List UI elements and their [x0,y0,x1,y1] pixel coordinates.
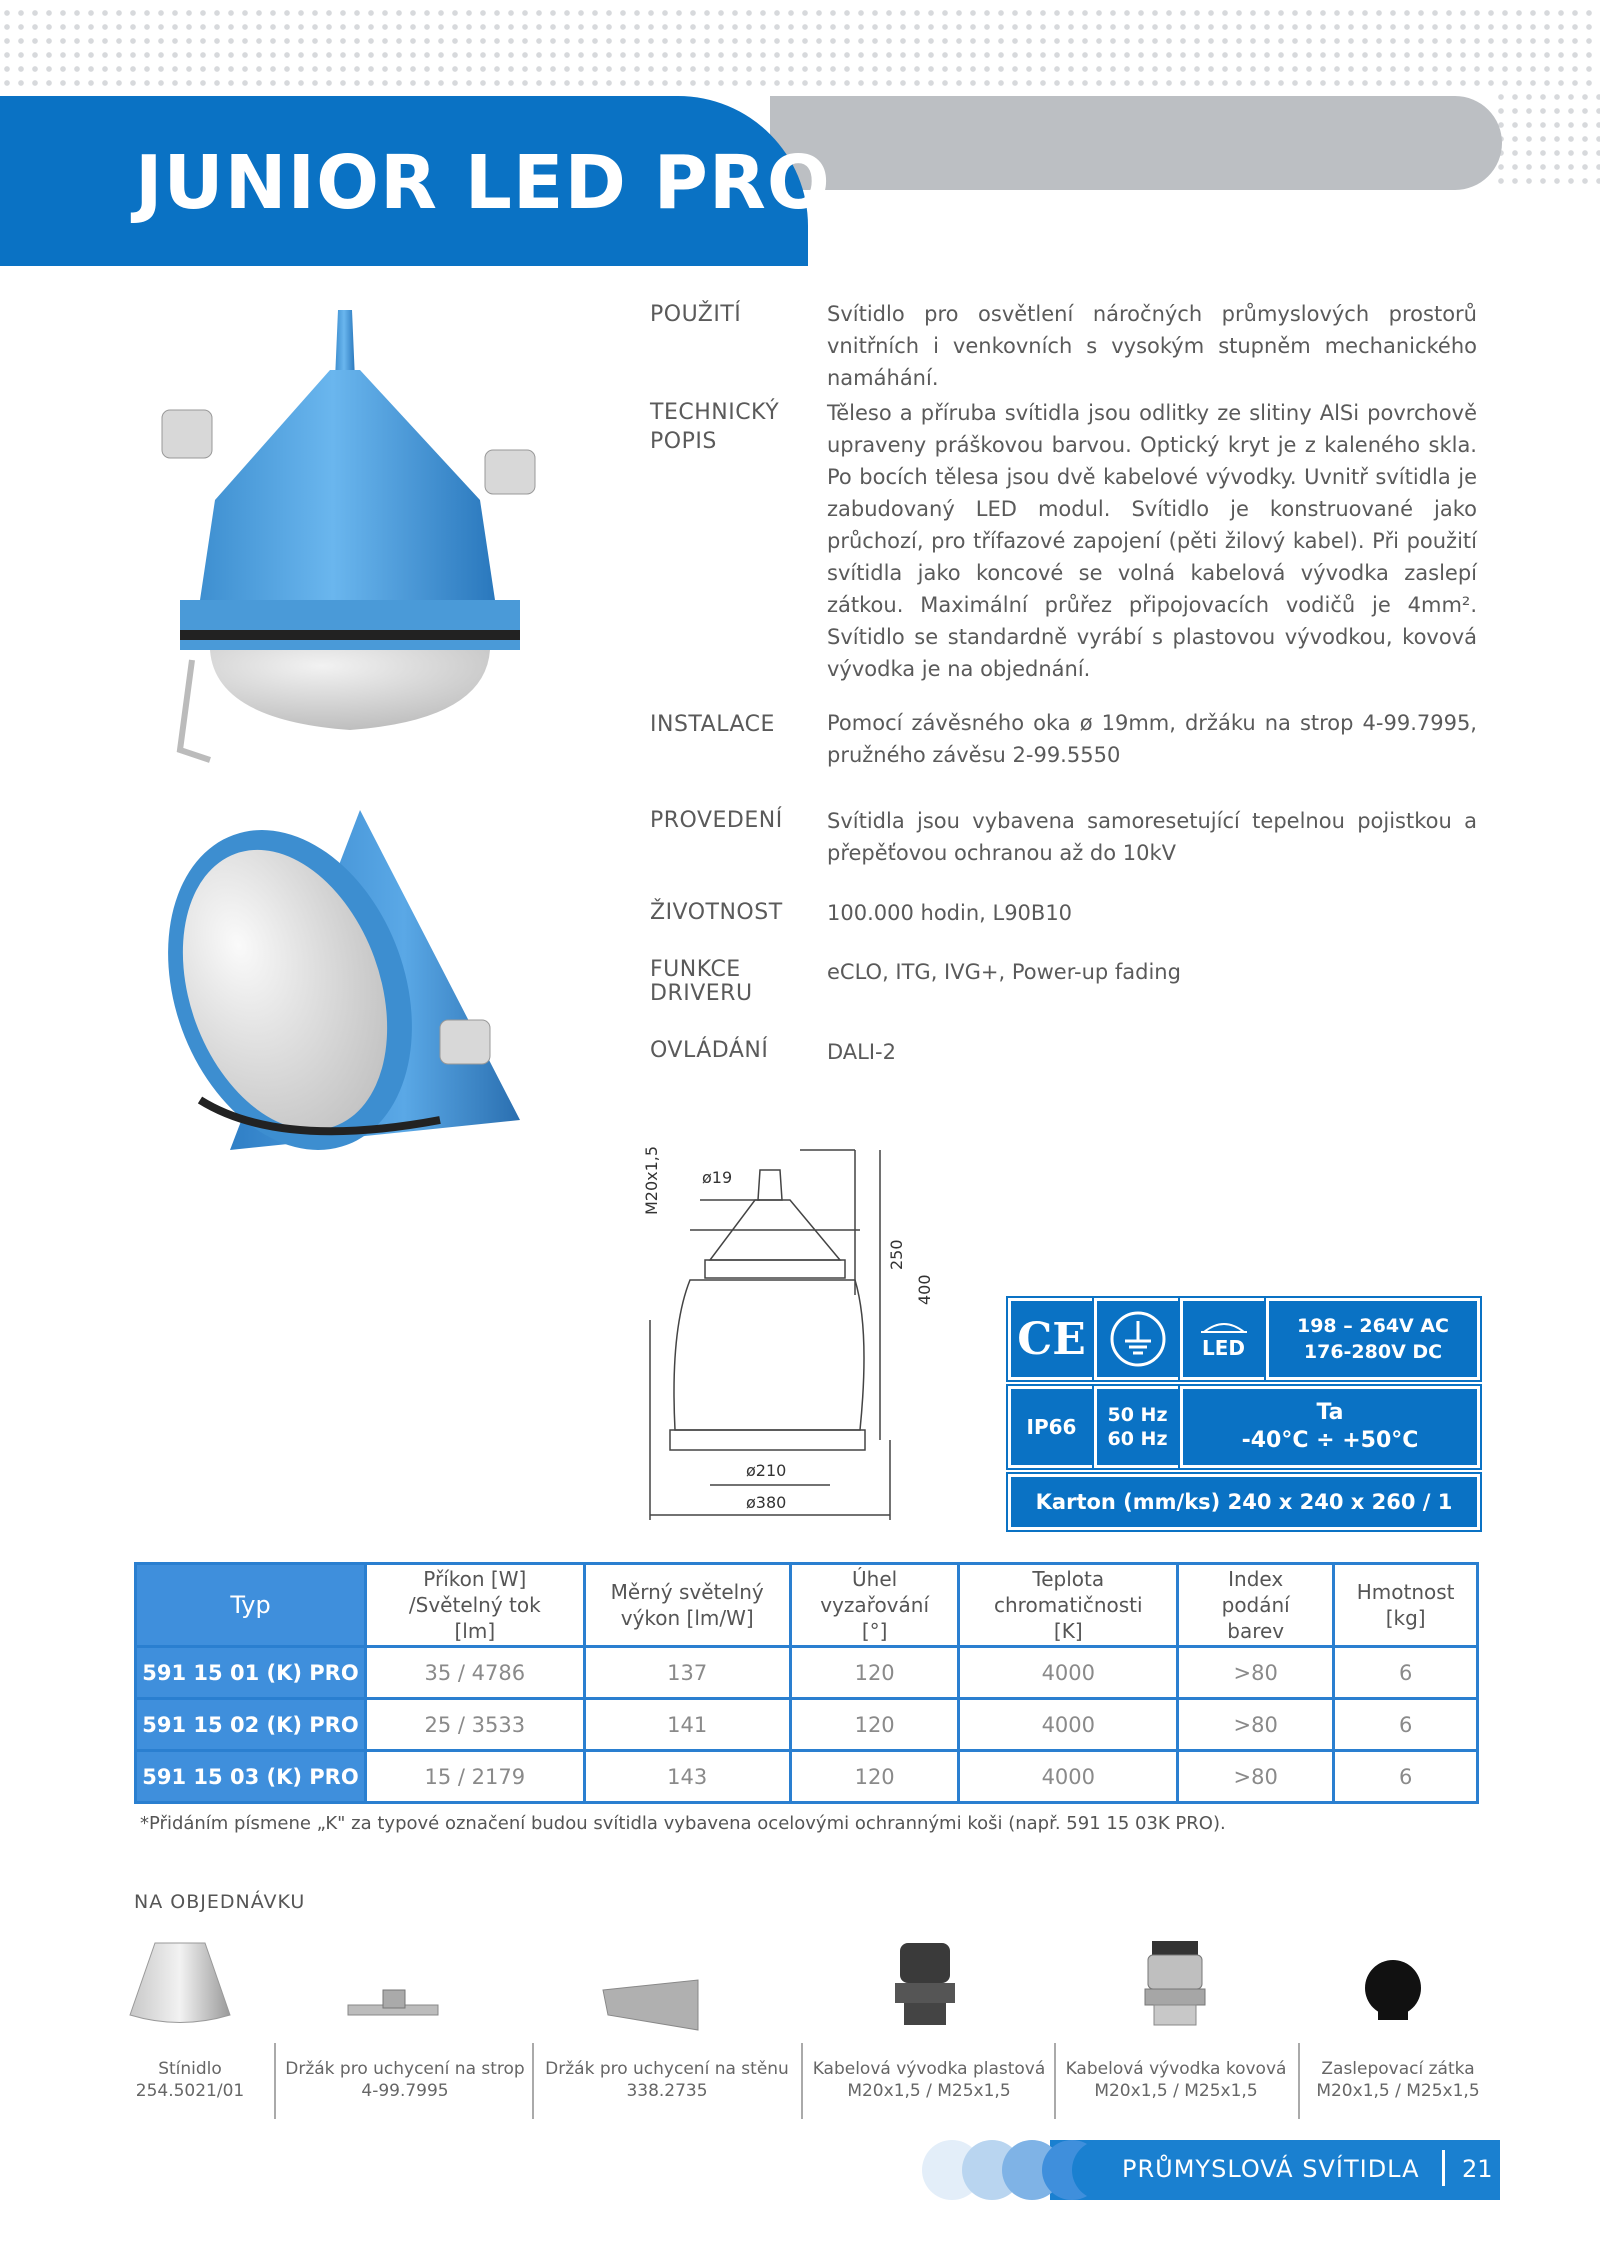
metal-gland-image [1140,1938,1210,2028]
spec-table [134,1562,1479,1804]
temperature-badge [1180,1386,1480,1468]
spec-label-lifetime: ŽIVOTNOST [650,900,783,925]
accessory-code: M20x1,5 / M25x1,5 [1094,2081,1258,2101]
dim-d2: ø380 [746,1493,787,1512]
accessory-code: M20x1,5 / M25x1,5 [847,2081,1011,2101]
spec-label-install: INSTALACE [650,712,775,737]
voltage-dc: 176-280V DC [1303,1341,1443,1363]
col-header-power [366,1564,585,1647]
col-header-cct-text: Teplota chromatičnosti [K] [994,1567,1143,1643]
accessory-code: 254.5021/01 [135,2081,245,2101]
table-footnote: *Přidáním písmene „K" za typové označení budou svítidla vybavena ocelovými ochrannými koši (např. 591 15 03K PRO). [140,1813,1226,1834]
cell-power: 35 / 4786 [366,1647,585,1699]
dim-d1: ø210 [746,1461,787,1480]
cell-angle: 120 [790,1647,959,1699]
cell-type: 591 15 03 (K) PRO [136,1751,366,1803]
accessory-code: 4-99.7995 [361,2081,449,2101]
dot-pattern-top [0,6,1600,90]
col-header-angle [790,1564,959,1647]
col-header-cri [1178,1564,1334,1647]
dim-eye: ø19 [702,1168,733,1187]
col-header-weight [1334,1564,1478,1647]
cell-power: 25 / 3533 [366,1699,585,1751]
carton-badge: Karton (mm/ks) 240 x 240 x 260 / 1 [1008,1474,1480,1530]
accessory-name: Kabelová vývodka plastová [812,2059,1046,2079]
dot-pattern-right [1494,90,1600,190]
cell-efficacy: 141 [584,1699,790,1751]
accessory-caption [280,2058,530,2102]
accessory-code: 338.2735 [626,2081,708,2101]
cell-weight: 6 [1334,1647,1478,1699]
cell-cri: >80 [1178,1647,1334,1699]
cell-weight: 6 [1334,1699,1478,1751]
dim-h2: 400 [915,1274,934,1305]
footer-divider [1442,2150,1445,2186]
col-header-efficacy [584,1564,790,1647]
cell-cct: 4000 [959,1751,1178,1803]
table-header-row [136,1564,1478,1647]
product-photo-bottom [140,790,580,1170]
spec-label-usage: POUŽITÍ [650,302,742,327]
accessory-divider [274,2043,276,2119]
spec-text-lifetime: 100.000 hodin, L90B10 [827,901,1073,925]
accessory-code: M20x1,5 / M25x1,5 [1316,2081,1480,2101]
col-header-efficacy-text: Měrný světelný výkon [lm/W] [610,1580,764,1630]
shade-image [125,1935,235,2030]
accessory-name: Zaslepovací zátka [1321,2059,1475,2079]
ceiling-bracket-image [338,1985,448,2025]
page-title: JUNIOR LED PRO [135,140,831,226]
accessory-name: Kabelová vývodka kovová [1065,2059,1287,2079]
spec-text-usage: Svítidlo pro osvětlení náročných průmyslových prostorů vnitřních i venkovních s vysokým stupněm mechanického namáhání. [827,302,1477,390]
spec-label-version: PROVEDENÍ [650,808,783,833]
technical-drawing [630,1140,960,1530]
blanking-plug-image [1358,1955,1428,2025]
voltage-badge [1266,1298,1480,1380]
accessory-divider [1298,2043,1300,2119]
plastic-gland-image [890,1938,960,2028]
frequency-badge [1094,1386,1181,1468]
table-row [136,1699,1478,1751]
accessory-name: Držák pro uchycení na strop [285,2059,525,2079]
accessory-caption [1303,2058,1493,2102]
cell-angle: 120 [790,1699,959,1751]
col-header-angle-text: Úhel vyzařování [°] [820,1567,930,1643]
cell-type: 591 15 02 (K) PRO [136,1699,366,1751]
spec-text-install: Pomocí závěsného oka ø 19mm, držáku na strop 4-99.7995, pružného závěsu 2-99.5550 [827,711,1477,767]
cell-cri: >80 [1178,1751,1334,1803]
accessory-divider [801,2043,803,2119]
accessory-divider [532,2043,534,2119]
accessory-caption [110,2058,270,2102]
voltage-ac: 198 – 264V AC [1296,1315,1450,1337]
col-header-type: Typ [136,1564,366,1647]
col-header-weight-text: Hmotnost [kg] [1356,1580,1455,1630]
page-number: 21 [1462,2155,1493,2183]
freq-50: 50 Hz [1107,1404,1168,1426]
spec-text-tech: Těleso a příruba svítidla jsou odlitky ze slitiny AlSi povrchově upraveny práškovou barvou. Optický kryt je z kaleného skla. Po bocích tělesa jsou dvě kabelové vývodky. Uvnitř svítidla je zabudovaný LED modul. Svítidlo je konstruované jako průchozí, pro třífazové zapojení (pěti žilový kabel). Při použití svítidla jako koncové se volná kabelová vývodka zaslepí zátkou. Maximální průřez připojovacích vodičů je 4mm². Svítidlo se standardně vyrábí s plastovou vývodkou, kovová vývodka je na objednání. [827,401,1477,681]
spec-text-driver: eCLO, ITG, IVG+, Power-up fading [827,960,1181,984]
ground-icon [1094,1298,1181,1380]
spec-label-driver: FUNKCE DRIVERU [650,957,753,1006]
product-photo-top [140,300,580,780]
table-row [136,1751,1478,1803]
dim-thread: M20x1,5 [642,1145,661,1215]
order-section-title: NA OBJEDNÁVKU [134,1891,306,1913]
dim-h1: 250 [887,1239,906,1270]
accessory-name: Držák pro uchycení na stěnu [545,2059,789,2079]
wall-bracket-image [598,1975,708,2035]
col-header-power-text: Příkon [W] /Světelný tok [lm] [408,1567,541,1643]
accessory-caption [806,2058,1052,2102]
cell-type: 591 15 01 (K) PRO [136,1647,366,1699]
ip-rating: IP66 [1008,1386,1095,1468]
spec-label-control: OVLÁDÁNÍ [650,1038,769,1063]
cell-angle: 120 [790,1751,959,1803]
accessory-name: Stínidlo [158,2059,222,2079]
freq-60: 60 Hz [1107,1428,1168,1450]
col-header-cri-text: Index podání barev [1221,1567,1290,1643]
spec-text-control: DALI-2 [827,1040,896,1064]
cell-cct: 4000 [959,1699,1178,1751]
cell-cri: >80 [1178,1699,1334,1751]
footer-section-label: PRŮMYSLOVÁ SVÍTIDLA [1122,2155,1420,2183]
table-row [136,1647,1478,1699]
col-header-cct [959,1564,1178,1647]
cell-power: 15 / 2179 [366,1751,585,1803]
accessory-divider [1054,2043,1056,2119]
header-gray-band [770,96,1502,190]
cell-efficacy: 143 [584,1751,790,1803]
ce-mark: CE [1008,1298,1095,1380]
spec-label-tech: TECHNICKÝ POPIS [650,400,780,454]
accessory-caption [537,2058,797,2102]
ta-label: Ta [1316,1400,1344,1425]
accessory-caption [1060,2058,1292,2102]
led-badge [1180,1298,1267,1380]
led-label: LED [1201,1336,1245,1360]
cell-weight: 6 [1334,1751,1478,1803]
spec-text-version: Svítidla jsou vybavena samoresetující tepelnou pojistkou a přepěťovou ochranou až do 10kV [827,809,1477,865]
ta-range: -40°C ÷ +50°C [1241,1428,1419,1453]
cell-cct: 4000 [959,1647,1178,1699]
cell-efficacy: 137 [584,1647,790,1699]
